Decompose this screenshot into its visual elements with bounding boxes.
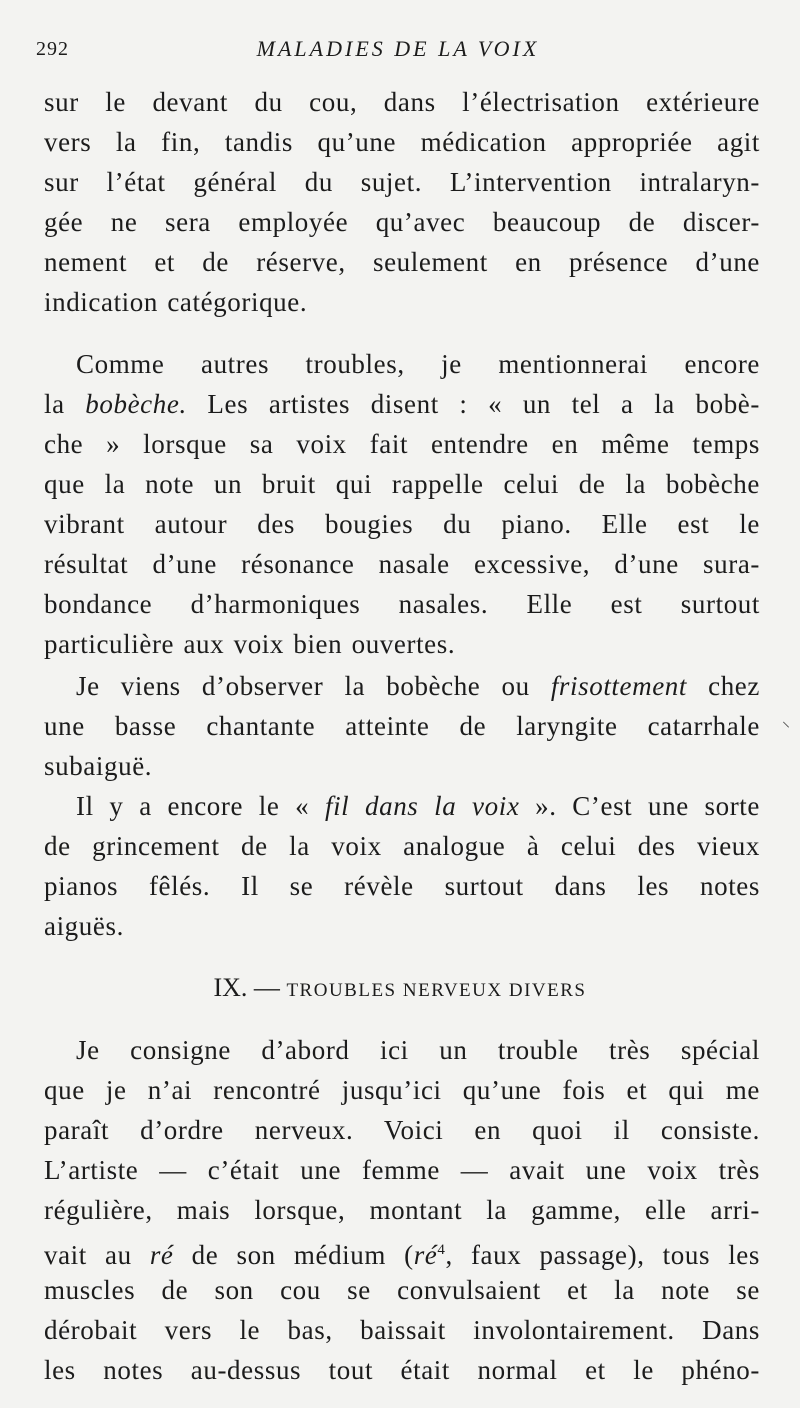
section-heading bbox=[0, 968, 800, 1011]
page-number: 292 bbox=[36, 38, 69, 60]
text-line: vers la fin, tandis qu’une médication appropriée agit bbox=[44, 127, 760, 157]
text-line: bondance d’harmoniques nasales. Elle est surtout bbox=[44, 589, 760, 619]
italic-note: ré bbox=[413, 1240, 438, 1270]
italic-term: frisottement bbox=[550, 671, 688, 701]
text-line: une basse chantante atteinte de laryngite catarrhale bbox=[44, 711, 760, 741]
text-line: Je consigne d’abord ici un trouble très spécial bbox=[76, 1035, 760, 1065]
italic-note: ré bbox=[149, 1240, 174, 1270]
text-run: ». C’est une sorte bbox=[535, 791, 760, 821]
text-run: Les artistes disent : « un tel a la bobè- bbox=[207, 389, 760, 419]
text-line bbox=[44, 1230, 760, 1270]
text-line: de grincement de la voix analogue à celui des vieux bbox=[44, 831, 760, 861]
text-line: paraît d’ordre nerveux. Voici en quoi il consiste. bbox=[44, 1115, 760, 1145]
running-title: MALADIES DE LA VOIX bbox=[256, 36, 540, 61]
text-line: résultat d’une résonance nasale excessive, d’une sura- bbox=[44, 549, 760, 579]
text-line: pianos fêlés. Il se révèle surtout dans les notes bbox=[44, 871, 760, 901]
text-line: muscles de son cou se convulsaient et la note se bbox=[44, 1275, 760, 1305]
text-line: que la note un bruit qui rappelle celui de la bobèche bbox=[44, 469, 760, 499]
text-line: vibrant autour des bougies du piano. Elle est le bbox=[44, 509, 760, 539]
margin-mark: ⸌ bbox=[782, 720, 791, 737]
section-number: IX. — bbox=[213, 973, 280, 1002]
italic-term: fil dans la voix bbox=[324, 791, 520, 821]
paragraph-frisottement bbox=[44, 666, 760, 786]
italic-term: bobèche. bbox=[85, 389, 187, 419]
text-line: nement et de réserve, seulement en présence d’une bbox=[44, 247, 760, 277]
text-line: sur le devant du cou, dans l’électrisation extérieure bbox=[44, 87, 760, 117]
paragraph-continuation bbox=[44, 82, 760, 322]
text-line: gée ne sera employée qu’avec beaucoup de discer- bbox=[44, 207, 760, 237]
text-line: dérobait vers le bas, baissait involontairement. Dans bbox=[44, 1315, 760, 1345]
text-line: particulière aux voix bien ouvertes. bbox=[44, 629, 456, 659]
text-run: la bbox=[44, 389, 65, 419]
text-line bbox=[44, 384, 760, 424]
text-run: , faux passage), tous les bbox=[445, 1240, 760, 1270]
text-run: Je viens d’observer la bobèche ou bbox=[76, 671, 530, 701]
text-line: L’artiste — c’était une femme — avait une voix très bbox=[44, 1155, 760, 1185]
page-header bbox=[36, 36, 760, 66]
section-paragraph bbox=[44, 1030, 760, 1390]
text-line: les notes au-dessus tout était normal et le phéno- bbox=[44, 1355, 760, 1385]
text-run: chez bbox=[708, 671, 760, 701]
text-line bbox=[44, 666, 760, 706]
text-line: subaiguë. bbox=[44, 751, 153, 781]
text-line: sur l’état général du sujet. L’intervention intralaryn- bbox=[44, 167, 760, 197]
text-run: Il y a encore le « bbox=[76, 791, 310, 821]
text-run: vait au bbox=[44, 1240, 132, 1270]
section-title: TROUBLES NERVEUX DIVERS bbox=[286, 980, 587, 1001]
text-line: aiguës. bbox=[44, 911, 124, 941]
paragraph-bobeche bbox=[44, 344, 760, 664]
text-line bbox=[44, 786, 760, 826]
text-line: indication catégorique. bbox=[44, 287, 308, 317]
text-line: régulière, mais lorsque, montant la gamme, elle arri- bbox=[44, 1195, 760, 1225]
text-run: de son médium ( bbox=[191, 1240, 414, 1270]
paragraph-fil-dans-la-voix bbox=[44, 786, 760, 946]
text-line: Comme autres troubles, je mentionnerai encore bbox=[76, 349, 760, 379]
text-line: che » lorsque sa voix fait entendre en même temps bbox=[44, 429, 760, 459]
superscript: 4 bbox=[437, 1242, 446, 1258]
text-line: que je n’ai rencontré jusqu’ici qu’une fois et qui me bbox=[44, 1075, 760, 1105]
